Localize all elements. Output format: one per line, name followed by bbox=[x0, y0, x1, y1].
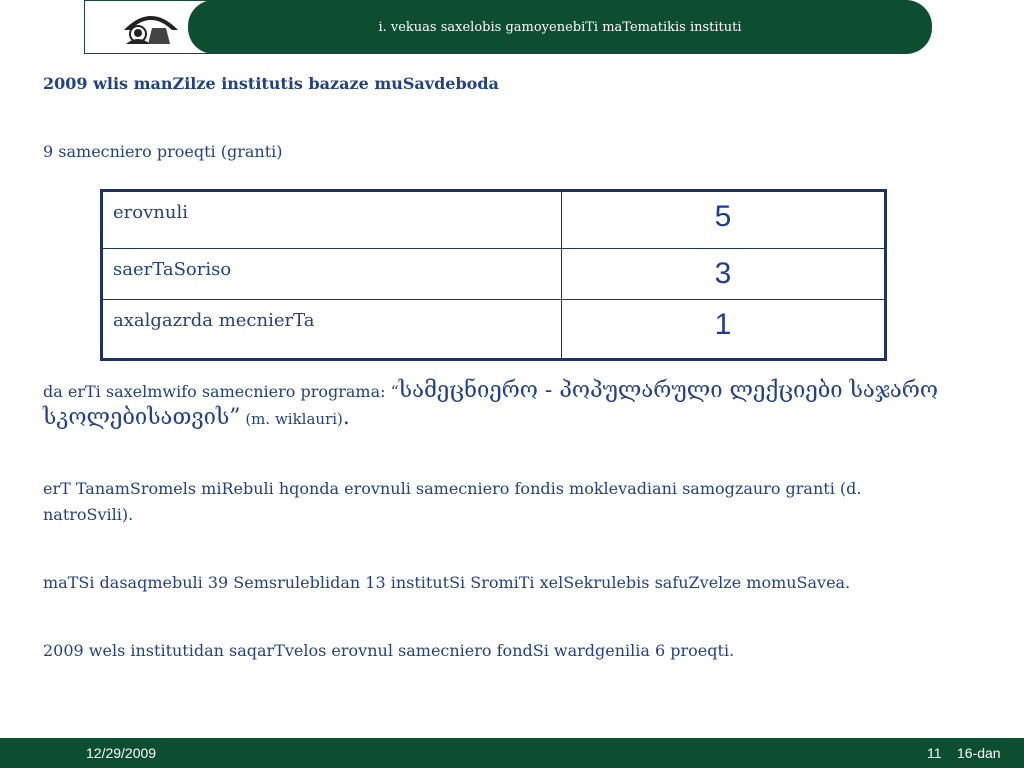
row-label: saerTaSoriso bbox=[102, 249, 562, 300]
grants-table bbox=[100, 189, 887, 361]
slide-header bbox=[0, 0, 1024, 58]
staff-paragraph: maTSi dasaqmebuli 39 Semsruleblidan 13 institutSi SromiTi xelSekrulebis safuZvelze momuSavea. bbox=[43, 573, 851, 592]
table-row bbox=[102, 249, 886, 300]
program-author: (m. wiklauri) bbox=[240, 410, 343, 428]
grants-subheading: 9 samecniero proeqti (granti) bbox=[43, 142, 283, 161]
program-title-georgian: სამეცნიერო - პოპულარული ლექციები საჯარო სკოლებისათვის” bbox=[43, 378, 939, 430]
footer-date: 12/29/2009 bbox=[86, 745, 157, 761]
row-label: erovnuli bbox=[102, 191, 562, 249]
travel-grant-paragraph: erT TanamSromels miRebuli hqonda erovnuli samecniero fondis moklevadiani samogzauro granti (d. natroSvili). bbox=[43, 479, 862, 524]
row-value: 1 bbox=[562, 300, 886, 360]
row-value: 5 bbox=[562, 191, 886, 249]
row-value: 3 bbox=[562, 249, 886, 300]
program-paragraph bbox=[43, 378, 953, 432]
institute-logo-icon bbox=[122, 8, 180, 48]
slide-heading: 2009 wlis manZilze institutis bazaze muSavdeboda bbox=[43, 74, 499, 93]
footer-page-number: 11 bbox=[927, 745, 942, 761]
submitted-projects-paragraph: 2009 wels institutidan saqarTvelos erovnul samecniero fondSi wardgenilia 6 proeqti. bbox=[43, 641, 735, 660]
program-period: . bbox=[342, 405, 350, 430]
table-row bbox=[102, 300, 886, 360]
header-title: i. vekuas saxelobis gamoyenebiTi maTematikis instituti bbox=[188, 0, 932, 54]
footer-page-total: 16-dan bbox=[957, 745, 1001, 761]
table-row bbox=[102, 191, 886, 249]
program-prefix: da erTi saxelmwifo samecniero programa: “ bbox=[43, 382, 399, 401]
row-label: axalgazrda mecnierTa bbox=[102, 300, 562, 360]
slide-footer bbox=[0, 738, 1024, 768]
